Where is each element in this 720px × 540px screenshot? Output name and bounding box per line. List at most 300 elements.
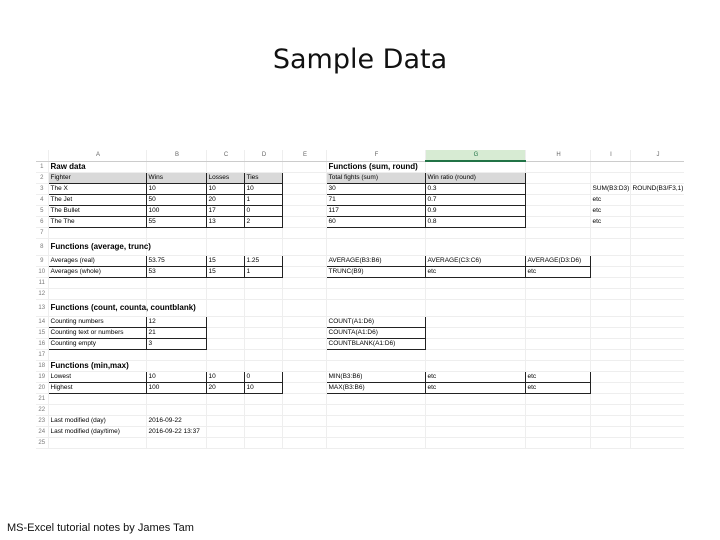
sheet-row (36, 427, 684, 438)
cell-c14[interactable] (206, 317, 244, 328)
cell-j7[interactable] (630, 228, 684, 239)
cell-a10[interactable]: Averages (whole) (48, 267, 146, 278)
cell-e6[interactable] (282, 217, 326, 228)
cell-j24[interactable] (630, 427, 684, 438)
cell-a17[interactable] (48, 350, 146, 361)
cell-i16[interactable] (590, 339, 630, 350)
cell-i21[interactable] (590, 394, 630, 405)
sheet-row (36, 361, 684, 372)
cell-g8[interactable] (425, 239, 525, 256)
cell-j3[interactable]: ROUND(B3/F3,1) (630, 184, 684, 195)
sheet-row (36, 438, 684, 449)
cell-h25[interactable] (525, 438, 590, 449)
cell-f1[interactable]: Functions (sum, round) (326, 161, 425, 173)
cell-f18[interactable] (326, 361, 425, 372)
cell-a20[interactable]: Highest (48, 383, 146, 394)
row-header[interactable]: 9 (36, 256, 48, 267)
cell-c8[interactable] (206, 239, 244, 256)
cell-f17[interactable] (326, 350, 425, 361)
cell-e15[interactable] (282, 328, 326, 339)
cell-d13[interactable] (244, 300, 282, 317)
cell-b14[interactable]: 12 (146, 317, 206, 328)
cell-g5[interactable]: 0.9 (425, 206, 525, 217)
cell-a1[interactable]: Raw data (48, 161, 146, 173)
cell-j13[interactable] (630, 300, 684, 317)
cell-a16[interactable]: Counting empty (48, 339, 146, 350)
cell-j21[interactable] (630, 394, 684, 405)
cell-h19[interactable]: etc (525, 372, 590, 383)
cell-e9[interactable] (282, 256, 326, 267)
cell-c25[interactable] (206, 438, 244, 449)
cell-f15[interactable]: COUNTA(A1:D6) (326, 328, 425, 339)
row-header[interactable]: 16 (36, 339, 48, 350)
cell-h13[interactable] (525, 300, 590, 317)
cell-i6[interactable]: etc (590, 217, 630, 228)
cell-a13[interactable]: Functions (count, counta, countblank) (48, 300, 146, 317)
cell-e14[interactable] (282, 317, 326, 328)
cell-h12[interactable] (525, 289, 590, 300)
cell-c23[interactable] (206, 416, 244, 427)
cell-c9[interactable]: 15 (206, 256, 244, 267)
sheet-row (36, 383, 684, 394)
cell-d2[interactable]: Ties (244, 173, 282, 184)
cell-e7[interactable] (282, 228, 326, 239)
cell-g23[interactable] (425, 416, 525, 427)
cell-h18[interactable] (525, 361, 590, 372)
cell-g10[interactable]: etc (425, 267, 525, 278)
cell-i14[interactable] (590, 317, 630, 328)
cell-a6[interactable]: The The (48, 217, 146, 228)
cell-h17[interactable] (525, 350, 590, 361)
cell-i19[interactable] (590, 372, 630, 383)
cell-c12[interactable] (206, 289, 244, 300)
cell-b21[interactable] (146, 394, 206, 405)
row-header[interactable]: 8 (36, 239, 48, 256)
cell-b3[interactable]: 10 (146, 184, 206, 195)
cell-b25[interactable] (146, 438, 206, 449)
cell-d22[interactable] (244, 405, 282, 416)
cell-d15[interactable] (244, 328, 282, 339)
row-header[interactable]: 2 (36, 173, 48, 184)
cell-i10[interactable] (590, 267, 630, 278)
sheet-row (36, 267, 684, 278)
cell-i23[interactable] (590, 416, 630, 427)
cell-f21[interactable] (326, 394, 425, 405)
cell-h24[interactable] (525, 427, 590, 438)
cell-g25[interactable] (425, 438, 525, 449)
cell-d10[interactable]: 1 (244, 267, 282, 278)
cell-i11[interactable] (590, 278, 630, 289)
cell-c1[interactable] (206, 161, 244, 173)
sheet-row (36, 173, 684, 184)
cell-g15[interactable] (425, 328, 525, 339)
row-header[interactable]: 4 (36, 195, 48, 206)
cell-e18[interactable] (282, 361, 326, 372)
cell-e8[interactable] (282, 239, 326, 256)
cell-b9[interactable]: 53.75 (146, 256, 206, 267)
cell-e20[interactable] (282, 383, 326, 394)
cell-i17[interactable] (590, 350, 630, 361)
cell-j17[interactable] (630, 350, 684, 361)
cell-h8[interactable] (525, 239, 590, 256)
cell-e24[interactable] (282, 427, 326, 438)
cell-a19[interactable]: Lowest (48, 372, 146, 383)
column-header-row (36, 150, 684, 161)
cell-a4[interactable]: The Jet (48, 195, 146, 206)
row-header[interactable]: 1 (36, 161, 48, 173)
spreadsheet[interactable] (36, 150, 684, 480)
cell-f8[interactable] (326, 239, 425, 256)
cell-b12[interactable] (146, 289, 206, 300)
cell-g9[interactable]: AVERAGE(C3:C6) (425, 256, 525, 267)
cell-j11[interactable] (630, 278, 684, 289)
cell-i22[interactable] (590, 405, 630, 416)
cell-f3[interactable]: 30 (326, 184, 425, 195)
cell-a14[interactable]: Counting numbers (48, 317, 146, 328)
cell-e2[interactable] (282, 173, 326, 184)
cell-c18[interactable] (206, 361, 244, 372)
cell-f9[interactable]: AVERAGE(B3:B6) (326, 256, 425, 267)
sheet-row (36, 228, 684, 239)
cell-j8[interactable] (630, 239, 684, 256)
cell-a21[interactable] (48, 394, 146, 405)
cell-j25[interactable] (630, 438, 684, 449)
cell-c21[interactable] (206, 394, 244, 405)
cell-j22[interactable] (630, 405, 684, 416)
cell-a2[interactable]: Fighter (48, 173, 146, 184)
cell-b1[interactable] (146, 161, 206, 173)
cell-d8[interactable] (244, 239, 282, 256)
cell-a22[interactable] (48, 405, 146, 416)
slide-footer: MS-Excel tutorial notes by James Tam (7, 522, 194, 534)
column-header-h[interactable]: H (525, 150, 590, 161)
cell-e19[interactable] (282, 372, 326, 383)
cell-e12[interactable] (282, 289, 326, 300)
cell-e3[interactable] (282, 184, 326, 195)
cell-g24[interactable] (425, 427, 525, 438)
cell-j20[interactable] (630, 383, 684, 394)
cell-d9[interactable]: 1.25 (244, 256, 282, 267)
cell-a12[interactable] (48, 289, 146, 300)
cell-b22[interactable] (146, 405, 206, 416)
cell-e10[interactable] (282, 267, 326, 278)
cell-i18[interactable] (590, 361, 630, 372)
cell-b10[interactable]: 53 (146, 267, 206, 278)
row-header[interactable]: 3 (36, 184, 48, 195)
cell-e25[interactable] (282, 438, 326, 449)
row-header[interactable]: 5 (36, 206, 48, 217)
cell-f22[interactable] (326, 405, 425, 416)
cell-c4[interactable]: 20 (206, 195, 244, 206)
cell-b8[interactable] (146, 239, 206, 256)
cell-g12[interactable] (425, 289, 525, 300)
row-header[interactable]: 18 (36, 361, 48, 372)
cell-a25[interactable] (48, 438, 146, 449)
cell-g3[interactable]: 0.3 (425, 184, 525, 195)
cell-i2[interactable] (590, 173, 630, 184)
cell-g20[interactable]: etc (425, 383, 525, 394)
cell-f13[interactable] (326, 300, 425, 317)
cell-h10[interactable]: etc (525, 267, 590, 278)
cell-h4[interactable] (525, 195, 590, 206)
cell-c19[interactable]: 10 (206, 372, 244, 383)
cell-d16[interactable] (244, 339, 282, 350)
cell-a7[interactable] (48, 228, 146, 239)
cell-j12[interactable] (630, 289, 684, 300)
slide-title: Sample Data (272, 44, 448, 75)
cell-g1[interactable] (425, 161, 525, 173)
row-header[interactable]: 23 (36, 416, 48, 427)
cell-i4[interactable]: etc (590, 195, 630, 206)
cell-e17[interactable] (282, 350, 326, 361)
cell-i5[interactable]: etc (590, 206, 630, 217)
cell-f12[interactable] (326, 289, 425, 300)
row-header[interactable]: 15 (36, 328, 48, 339)
cell-c6[interactable]: 13 (206, 217, 244, 228)
cell-g2[interactable]: Win ratio (round) (425, 173, 525, 184)
cell-h15[interactable] (525, 328, 590, 339)
cell-e4[interactable] (282, 195, 326, 206)
cell-e5[interactable] (282, 206, 326, 217)
cell-i9[interactable] (590, 256, 630, 267)
cell-b2[interactable]: Wins (146, 173, 206, 184)
cell-e21[interactable] (282, 394, 326, 405)
cell-d19[interactable]: 0 (244, 372, 282, 383)
cell-j5[interactable] (630, 206, 684, 217)
cell-f11[interactable] (326, 278, 425, 289)
cell-g17[interactable] (425, 350, 525, 361)
cell-a23[interactable]: Last modified (day) (48, 416, 146, 427)
cell-i1[interactable] (590, 161, 630, 173)
column-header-g[interactable]: G (425, 150, 525, 161)
column-header-f[interactable]: F (326, 150, 425, 161)
cell-f10[interactable]: TRUNC(B9) (326, 267, 425, 278)
cell-j10[interactable] (630, 267, 684, 278)
cell-b6[interactable]: 55 (146, 217, 206, 228)
cell-j9[interactable] (630, 256, 684, 267)
cell-f19[interactable]: MIN(B3:B6) (326, 372, 425, 383)
cell-i8[interactable] (590, 239, 630, 256)
cell-i7[interactable] (590, 228, 630, 239)
cell-c11[interactable] (206, 278, 244, 289)
cell-c13[interactable] (206, 300, 244, 317)
cell-b4[interactable]: 50 (146, 195, 206, 206)
cell-a3[interactable]: The X (48, 184, 146, 195)
cell-h20[interactable]: etc (525, 383, 590, 394)
cell-g22[interactable] (425, 405, 525, 416)
cell-d18[interactable] (244, 361, 282, 372)
sheet-row (36, 394, 684, 405)
cell-d5[interactable]: 0 (244, 206, 282, 217)
cell-b19[interactable]: 10 (146, 372, 206, 383)
cell-f4[interactable]: 71 (326, 195, 425, 206)
cell-c17[interactable] (206, 350, 244, 361)
column-header-a[interactable]: A (48, 150, 146, 161)
cell-b24[interactable]: 2016-09-22 13:37 (146, 427, 206, 438)
cell-h14[interactable] (525, 317, 590, 328)
cell-c2[interactable]: Losses (206, 173, 244, 184)
cell-e11[interactable] (282, 278, 326, 289)
cell-h22[interactable] (525, 405, 590, 416)
cell-d3[interactable]: 10 (244, 184, 282, 195)
cell-i15[interactable] (590, 328, 630, 339)
cell-d24[interactable] (244, 427, 282, 438)
cell-h3[interactable] (525, 184, 590, 195)
cell-g19[interactable]: etc (425, 372, 525, 383)
cell-d17[interactable] (244, 350, 282, 361)
cell-b20[interactable]: 100 (146, 383, 206, 394)
cell-h23[interactable] (525, 416, 590, 427)
cell-h11[interactable] (525, 278, 590, 289)
row-header[interactable]: 13 (36, 300, 48, 317)
select-all-corner[interactable] (36, 150, 48, 161)
cell-d12[interactable] (244, 289, 282, 300)
cell-d20[interactable]: 10 (244, 383, 282, 394)
cell-d6[interactable]: 2 (244, 217, 282, 228)
cell-f25[interactable] (326, 438, 425, 449)
cell-h1[interactable] (525, 161, 590, 173)
cell-f16[interactable]: COUNTBLANK(A1:D6) (326, 339, 425, 350)
column-header-b[interactable]: B (146, 150, 206, 161)
cell-f14[interactable]: COUNT(A1:D6) (326, 317, 425, 328)
cell-d4[interactable]: 1 (244, 195, 282, 206)
cell-j18[interactable] (630, 361, 684, 372)
cell-f6[interactable]: 60 (326, 217, 425, 228)
cell-d25[interactable] (244, 438, 282, 449)
cell-d7[interactable] (244, 228, 282, 239)
cell-e13[interactable] (282, 300, 326, 317)
row-header[interactable]: 11 (36, 278, 48, 289)
cell-g7[interactable] (425, 228, 525, 239)
column-header-d[interactable]: D (244, 150, 282, 161)
cell-g6[interactable]: 0.8 (425, 217, 525, 228)
cell-c16[interactable] (206, 339, 244, 350)
sheet-row (36, 405, 684, 416)
cell-a15[interactable]: Counting text or numbers (48, 328, 146, 339)
cell-i3[interactable]: SUM(B3:D3) (590, 184, 630, 195)
cell-b11[interactable] (146, 278, 206, 289)
cell-j15[interactable] (630, 328, 684, 339)
cell-i20[interactable] (590, 383, 630, 394)
cell-g14[interactable] (425, 317, 525, 328)
cell-a9[interactable]: Averages (real) (48, 256, 146, 267)
cell-f7[interactable] (326, 228, 425, 239)
cell-i24[interactable] (590, 427, 630, 438)
cell-j14[interactable] (630, 317, 684, 328)
column-header-c[interactable]: C (206, 150, 244, 161)
cell-h7[interactable] (525, 228, 590, 239)
cell-c10[interactable]: 15 (206, 267, 244, 278)
cell-g11[interactable] (425, 278, 525, 289)
cell-h2[interactable] (525, 173, 590, 184)
cell-f24[interactable] (326, 427, 425, 438)
cell-c24[interactable] (206, 427, 244, 438)
cell-g16[interactable] (425, 339, 525, 350)
cell-h5[interactable] (525, 206, 590, 217)
cell-f20[interactable]: MAX(B3:B6) (326, 383, 425, 394)
sheet-row (36, 217, 684, 228)
row-header[interactable]: 6 (36, 217, 48, 228)
cell-g18[interactable] (425, 361, 525, 372)
cell-c7[interactable] (206, 228, 244, 239)
cell-a11[interactable] (48, 278, 146, 289)
cell-d11[interactable] (244, 278, 282, 289)
row-header[interactable]: 25 (36, 438, 48, 449)
row-header[interactable]: 14 (36, 317, 48, 328)
cell-g21[interactable] (425, 394, 525, 405)
cell-h9[interactable]: AVERAGE(D3:D6) (525, 256, 590, 267)
cell-j1[interactable] (630, 161, 684, 173)
cell-e1[interactable] (282, 161, 326, 173)
cell-d1[interactable] (244, 161, 282, 173)
row-header[interactable]: 20 (36, 383, 48, 394)
cell-i13[interactable] (590, 300, 630, 317)
cell-d14[interactable] (244, 317, 282, 328)
cell-b17[interactable] (146, 350, 206, 361)
row-header[interactable]: 12 (36, 289, 48, 300)
column-header-e[interactable]: E (282, 150, 326, 161)
cell-e16[interactable] (282, 339, 326, 350)
cell-c20[interactable]: 20 (206, 383, 244, 394)
cell-c5[interactable]: 17 (206, 206, 244, 217)
row-header[interactable]: 24 (36, 427, 48, 438)
cell-j4[interactable] (630, 195, 684, 206)
cell-b16[interactable]: 3 (146, 339, 206, 350)
row-header[interactable]: 10 (36, 267, 48, 278)
cell-d21[interactable] (244, 394, 282, 405)
row-header[interactable]: 17 (36, 350, 48, 361)
cell-b7[interactable] (146, 228, 206, 239)
cell-a8[interactable]: Functions (average, trunc) (48, 239, 146, 256)
cell-f5[interactable]: 117 (326, 206, 425, 217)
cell-a18[interactable]: Functions (min,max) (48, 361, 146, 372)
cell-j19[interactable] (630, 372, 684, 383)
cell-f2[interactable]: Total fights (sum) (326, 173, 425, 184)
cell-e23[interactable] (282, 416, 326, 427)
cell-g4[interactable]: 0.7 (425, 195, 525, 206)
cell-i25[interactable] (590, 438, 630, 449)
cell-c22[interactable] (206, 405, 244, 416)
cell-j16[interactable] (630, 339, 684, 350)
row-header[interactable]: 7 (36, 228, 48, 239)
column-header-i[interactable]: I (590, 150, 630, 161)
cell-j23[interactable] (630, 416, 684, 427)
cell-g13[interactable] (425, 300, 525, 317)
cell-j2[interactable] (630, 173, 684, 184)
column-header-j[interactable]: J (630, 150, 684, 161)
cell-h16[interactable] (525, 339, 590, 350)
cell-c15[interactable] (206, 328, 244, 339)
row-header[interactable]: 19 (36, 372, 48, 383)
cell-b18[interactable] (146, 361, 206, 372)
row-header[interactable]: 21 (36, 394, 48, 405)
cell-b5[interactable]: 100 (146, 206, 206, 217)
cell-b15[interactable]: 21 (146, 328, 206, 339)
cell-e22[interactable] (282, 405, 326, 416)
cell-i12[interactable] (590, 289, 630, 300)
sheet-row (36, 239, 684, 256)
row-header[interactable]: 22 (36, 405, 48, 416)
cell-h21[interactable] (525, 394, 590, 405)
cell-c3[interactable]: 10 (206, 184, 244, 195)
cell-f23[interactable] (326, 416, 425, 427)
cell-d23[interactable] (244, 416, 282, 427)
cell-h6[interactable] (525, 217, 590, 228)
cell-a24[interactable]: Last modified (day/time) (48, 427, 146, 438)
cell-b23[interactable]: 2016-09-22 (146, 416, 206, 427)
cell-j6[interactable] (630, 217, 684, 228)
cell-a5[interactable]: The Bullet (48, 206, 146, 217)
